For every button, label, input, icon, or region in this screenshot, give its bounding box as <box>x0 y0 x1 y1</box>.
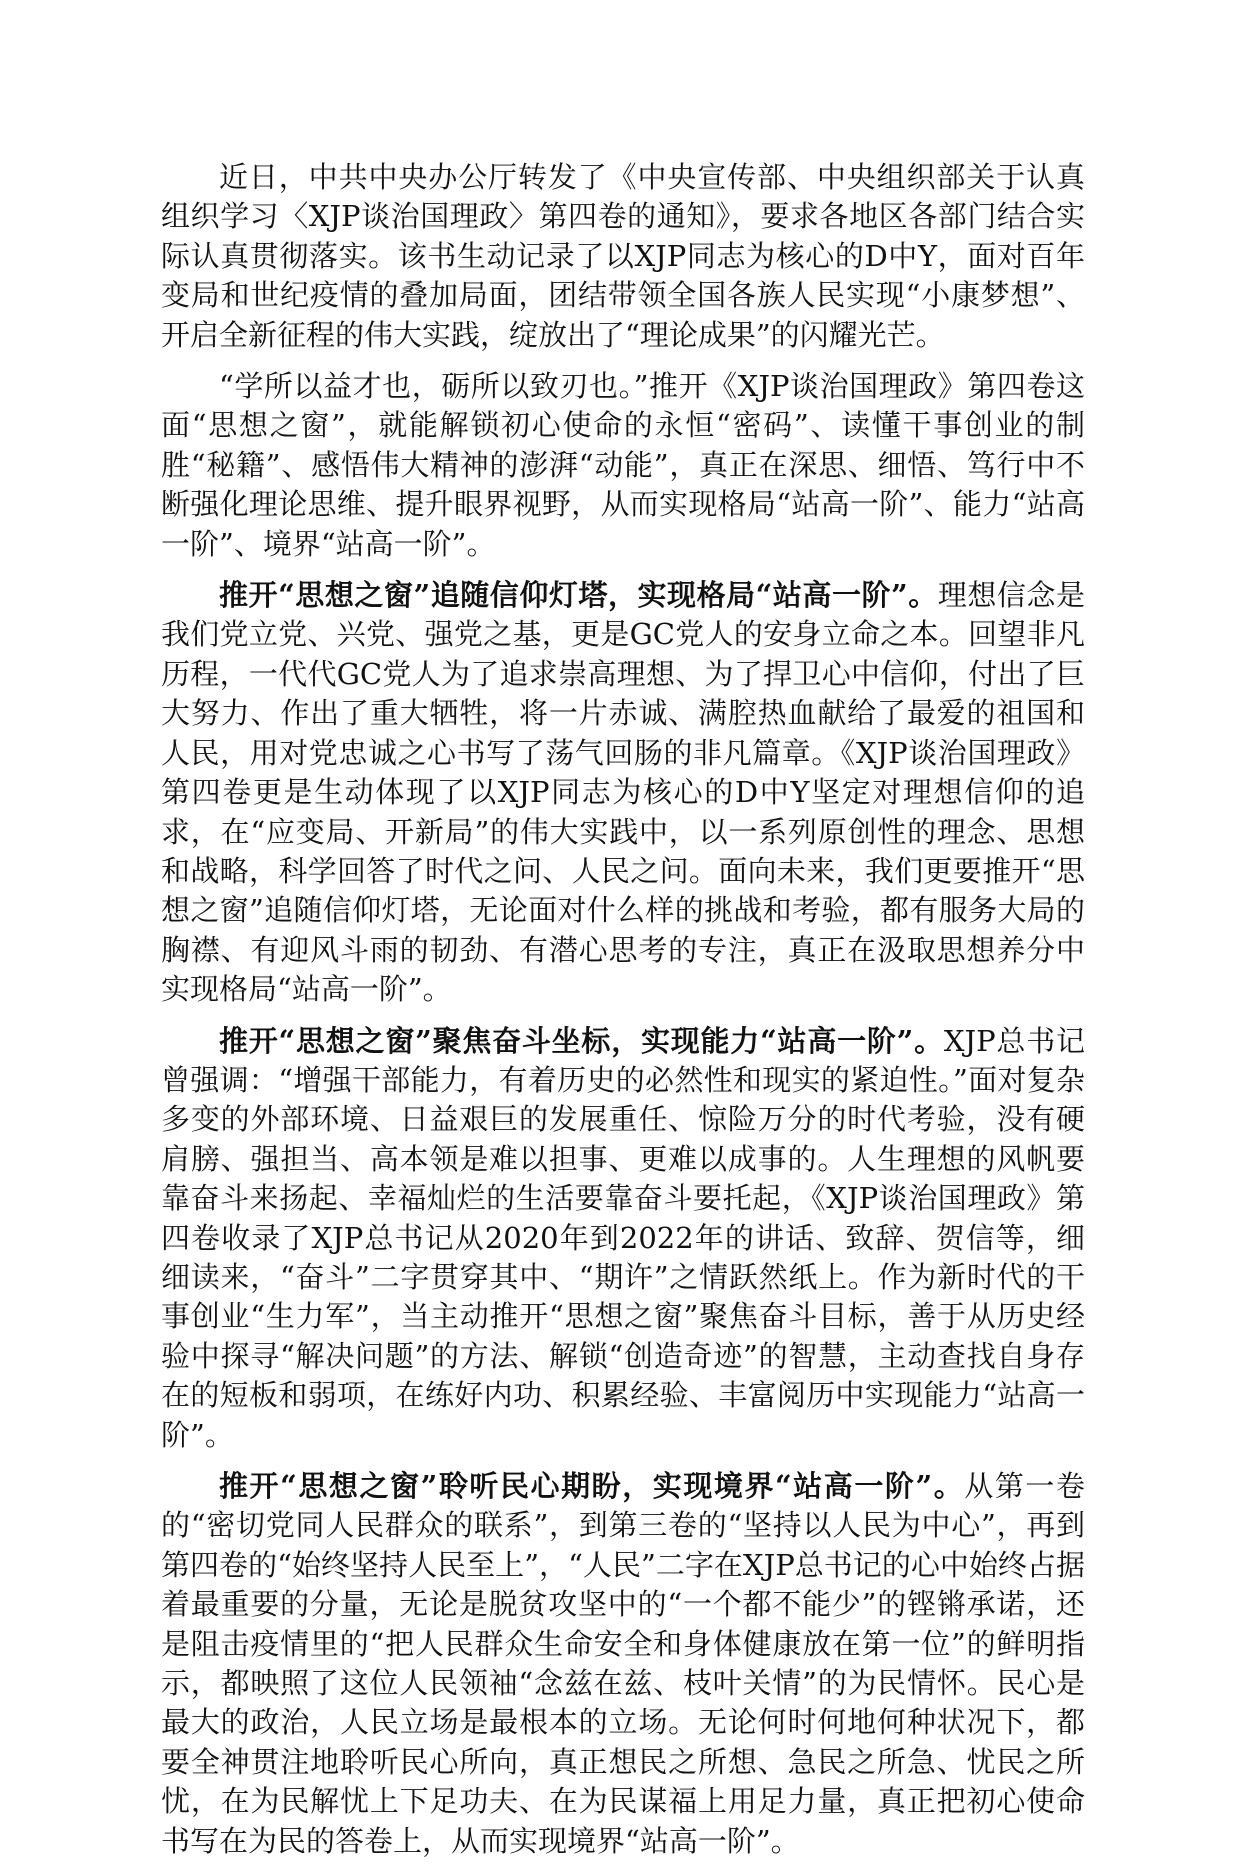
paragraph-text: 理想信念是我们党立党、兴党、强党之基，更是GC党人的安身立命之本。回望非凡历程，一代代GC党人为了追求崇高理想、为了捍卫心中信仰，付出了巨大努力、作出了重大牺牲，将一片赤诚、满腔热血献给了最爱的祖国和人民，用对党忠诚之心书写了荡气回肠的非凡篇章。《XJP谈治国理政》第四卷更是生动体现了以XJP同志为核心的D中Y坚定对理想信仰的追求，在“应变局、开新局”的伟大实践中，以一系列原创性的理念、思想和战略，科学回答了时代之问、人民之问。面向未来，我们更要推开“思想之窗”追随信仰灯塔，无论面对什么样的挑战和考验，都有服务大局的胸襟、有迎风斗雨的韧劲、有潜心思考的专注，真正在汲取思想养分中实现格局“站高一阶”。 <box>161 578 1085 1007</box>
paragraph-text: “学所以益才也，砺所以致刃也。”推开《XJP谈治国理政》第四卷这面“思想之窗”，就能解锁初心使命的永恒“密码”、读懂干事创业的制胜“秘籍”、感悟伟大精神的澎湃“动能”，真正在深思、细悟、笃行中不断强化理论思维、提升眼界视野，从而实现格局“站高一阶”、能力“站高一阶”、境界“站高一阶”。 <box>161 369 1085 561</box>
paragraph-text: 近日，中共中央办公厅转发了《中央宣传部、中央组织部关于认真组织学习〈XJP谈治国理政〉第四卷的通知》，要求各地区各部门结合实际认真贯彻落实。该书生动记录了以XJP同志为核心的D中Y，面对百年变局和世纪疫情的叠加局面，团结带领全国各族人民实现“小康梦想”、开启全新征程的伟大实践，绽放出了“理论成果”的闪耀光芒。 <box>161 160 1085 352</box>
paragraph-text: 从第一卷的“密切党同人民群众的联系”，到第三卷的“坚持以人民为中心”，再到第四卷的“始终坚持人民至上”，“人民”二字在XJP总书记的心中始终占据着最重要的分量，无论是脱贫攻坚中的“一个都不能少”的铿锵承诺，还是阻击疫情里的“把人民群众生命安全和身体健康放在第一位”的鲜明指示，都映照了这位人民领袖“念兹在兹、枝叶关情”的为民情怀。民心是最大的政治，人民立场是最根本的立场。无论何时何地何种状况下，都要全神贯注地聆听民心所向，真正想民之所想、急民之所急、忧民之所忧，在为民解忧上下足功夫、在为民谋福上用足力量，真正把初心使命书写在为民的答卷上，从而实现境界“站高一阶”。 <box>161 1469 1085 1858</box>
paragraph-text: XJP总书记曾强调：“增强干部能力，有着历史的必然性和现实的紧迫性。”面对复杂多变的外部环境、日益艰巨的发展重任、惊险万分的时代考验，没有硬肩膀、强担当、高本领是难以担事、更难以成事的。人生理想的风帆要靠奋斗来扬起、幸福灿烂的生活要靠奋斗要托起，《XJP谈治国理政》第四卷收录了XJP总书记从2020年到2022年的讲话、致辞、贺信等，细细读来，“奋斗”二字贯穿其中、“期许”之情跃然纸上。作为新时代的干事创业“生力军”，当主动推开“思想之窗”聚焦奋斗目标，善于从历史经验中探寻“解决问题”的方法、解锁“创造奇迹”的智慧，主动查找自身存在的短板和弱项，在练好内功、积累经验、丰富阅历中实现能力“站高一阶”。 <box>161 1023 1085 1452</box>
paragraph-section-3 <box>161 1467 1085 1861</box>
paragraph-intro <box>161 158 1085 355</box>
section-heading: 推开“思想之窗”追随信仰灯塔，实现格局“站高一阶”。 <box>219 578 938 613</box>
section-heading: 推开“思想之窗”聆听民心期盼，实现境界“站高一阶”。 <box>219 1469 965 1503</box>
section-heading: 推开“思想之窗”聚焦奋斗坐标，实现能力“站高一阶”。 <box>219 1023 944 1058</box>
paragraph-section-1 <box>161 576 1085 1009</box>
paragraph-quote <box>161 367 1085 564</box>
paragraph-section-2 <box>161 1022 1085 1455</box>
article-body <box>161 158 1085 1873</box>
